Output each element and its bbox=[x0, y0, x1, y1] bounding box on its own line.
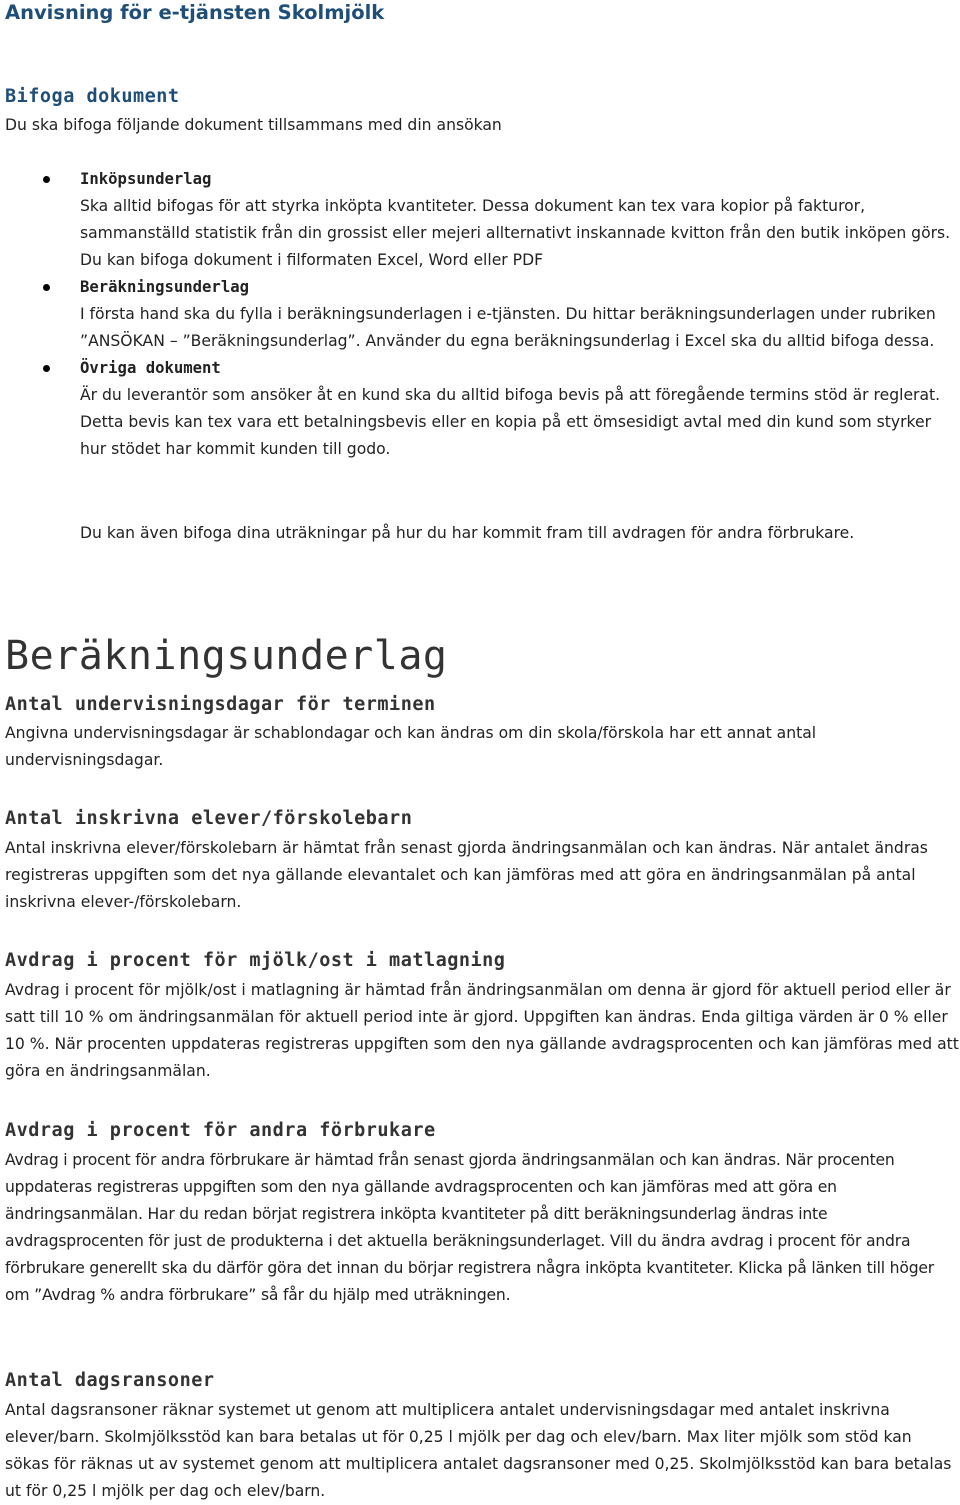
list-item-calc bbox=[0, 274, 955, 355]
section-heading-rations: Antal dagsransoner bbox=[5, 1370, 215, 1391]
section-text-other-consumers: Avdrag i procent för andra förbrukare är hämtad från senast gjorda ändringsanmälan och kan ändras. När procenten uppdateras registreras uppgiften som den nya gällande avdragsprocenten och kan jämföras med att göra en ändringsanmälan. Har du redan börjat registrera inköpta kvantiteter på ditt beräkningsunderlag ändras inte avdragsprocenten för just de produkterna i det aktuella beräkningsunderlaget. Vill du ändra avdrag i procent för andra förbrukare generellt ska du därför göra det innan du börjar registrera några inköpta kvantiteter. Klicka på länken till höger om ”Avdrag % andra förbrukare” så får du hjälp med uträkningen. bbox=[5, 1151, 934, 1304]
attach-heading: Bifoga dokument bbox=[5, 86, 180, 107]
bullet-icon bbox=[43, 176, 50, 183]
list-item-text: Ska alltid bifogas för att styrka inköpta kvantiteter. Dessa dokument kan tex vara kopior på fakturor, sammanställd statistik från din grossist eller mejeri allternativt inskannade kvitton från den butik inköpen görs. Du kan bifoga dokument i filformaten Excel, Word eller PDF bbox=[80, 197, 951, 269]
list-item-text: I första hand ska du fylla i beräkningsunderlagen i e-tjänsten. Du hittar beräkningsunderlagen under rubriken ”ANSÖKAN – ”Beräkningsunderlag”. Använder du egna beräkningsunderlag i Excel ska du alltid bifoga dessa. bbox=[80, 305, 936, 350]
section-heading-milk-deduction: Avdrag i procent för mjölk/ost i matlagning bbox=[5, 950, 506, 971]
bullet-icon bbox=[43, 365, 50, 372]
section-text-students: Antal inskrivna elever/förskolebarn är hämtat från senast gjorda ändringsanmälan och kan ändras. När antalet ändras registreras uppgiften som det nya gällande elevantalet och kan jämföras med att göra en ändringsanmälan på antal inskrivna elever-/förskolebarn. bbox=[5, 839, 928, 911]
list-item-title: Beräkningsunderlag bbox=[80, 278, 249, 296]
calc-heading: Beräkningsunderlag bbox=[5, 633, 448, 679]
attachment-list bbox=[0, 166, 960, 463]
list-item-title: Övriga dokument bbox=[80, 359, 221, 377]
document-title: Anvisning för e-tjänsten Skolmjölk bbox=[5, 1, 385, 24]
section-text-rations: Antal dagsransoner räknar systemet ut genom att multiplicera antalet undervisningsdagar med antalet inskrivna elever/barn. Skolmjölksstöd kan bara betalas ut för 0,25 l mjölk per dag och elev/barn. Max liter mjölk som stöd kan sökas för räknas ut av systemet genom att multiplicera antalet dagsransoner med 0,25. Skolmjölksstöd kan bara betalas ut för 0,25 l mjölk per dag och elev/barn. bbox=[5, 1401, 952, 1500]
attach-intro: Du ska bifoga följande dokument tillsammans med din ansökan bbox=[5, 116, 502, 134]
bullet-icon bbox=[43, 284, 50, 291]
list-item-other bbox=[0, 355, 955, 463]
section-text-days: Angivna undervisningsdagar är schablondagar och kan ändras om din skola/förskola har ett annat antal undervisningsdagar. bbox=[5, 724, 817, 769]
list-item-title: Inköpsunderlag bbox=[80, 170, 212, 188]
section-heading-other-consumers: Avdrag i procent för andra förbrukare bbox=[5, 1120, 436, 1141]
section-heading-students: Antal inskrivna elever/förskolebarn bbox=[5, 808, 413, 829]
list-item-purchase bbox=[0, 166, 955, 274]
attach-extra-note: Du kan även bifoga dina uträkningar på hur du har kommit fram till avdragen för andra förbrukare. bbox=[80, 524, 855, 542]
section-heading-days: Antal undervisningsdagar för terminen bbox=[5, 694, 436, 715]
list-item-text: Är du leverantör som ansöker åt en kund ska du alltid bifoga bevis på att föregående termins stöd är reglerat. Detta bevis kan tex vara ett betalningsbevis eller en kopia på ett ömsesidigt avtal med din kund som styrker hur stödet har kommit kunden till godo. bbox=[80, 386, 941, 458]
section-text-milk-deduction: Avdrag i procent för mjölk/ost i matlagning är hämtad från ändringsanmälan om denna är gjord för aktuell period eller är satt till 10 % om ändringsanmälan för aktuell period inte är gjord. Uppgiften kan ändras. Enda giltiga värden är 0 % eller 10 %. När procenten uppdateras registreras uppgiften som den nya gällande avdragsprocenten och kan jämföras med att göra en ändringsanmälan. bbox=[5, 981, 959, 1080]
